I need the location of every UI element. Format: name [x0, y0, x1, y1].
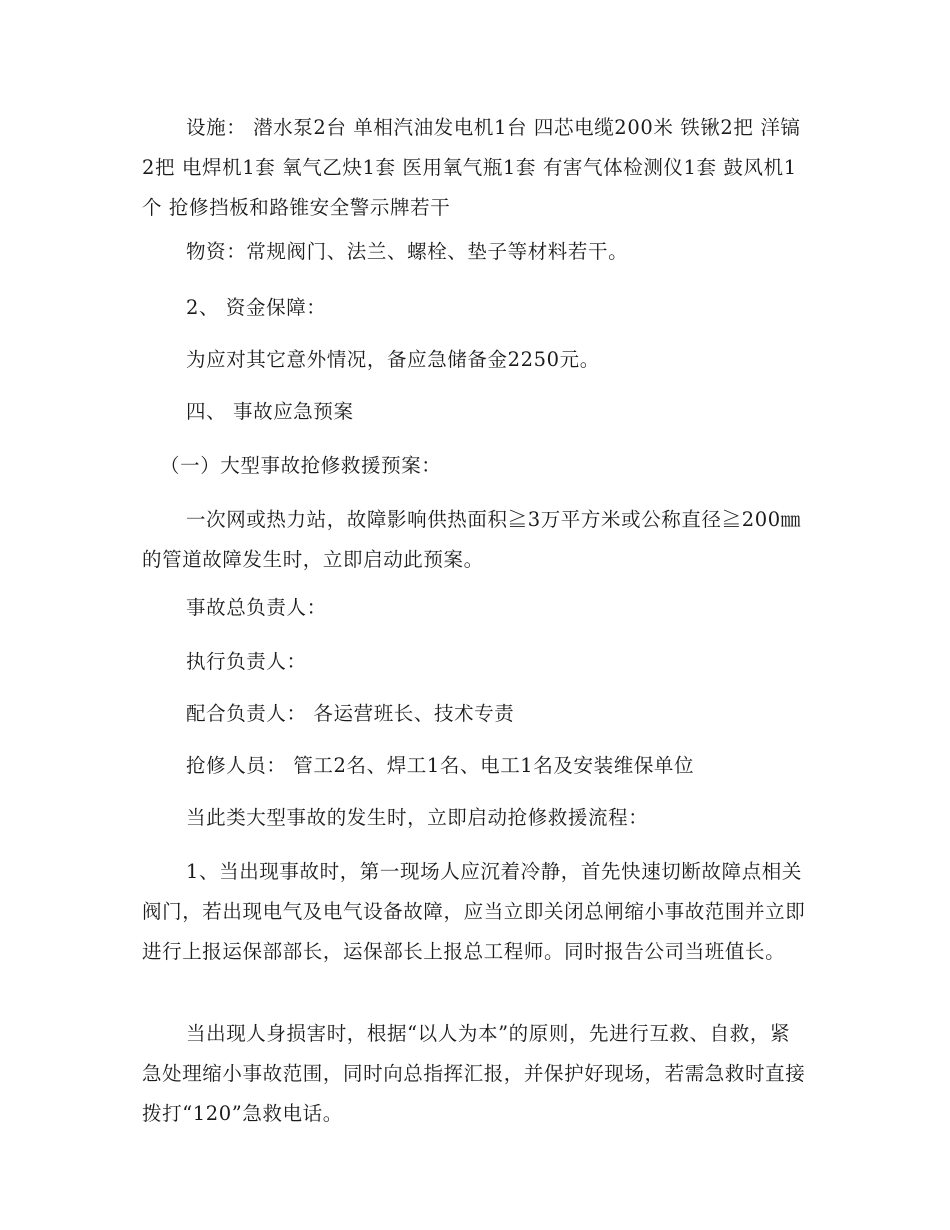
paragraph-trigger-conditions: 一次网或热力站，故障影响供热面积≧3万平方米或公称直径≧200㎜的管道故障发生时，立即启动此预案。 — [142, 508, 801, 571]
paragraph-executive-responsible: 执行负责人： — [186, 650, 307, 673]
subsection-heading-major-accident: （一）大型事故抢修救援预案： — [160, 454, 442, 477]
paragraph-personal-injury: 当出现人身损害时，根据“以人为本”的原则，先进行互救、自救，紧急处理缩小事故范围，同时向总指挥汇报，并保护好现场，若需急救时直接拨打“120”急救电话。 — [142, 1022, 806, 1125]
paragraph-step-1: 1、当出现事故时，第一现场人应沉着冷静，首先快速切断故障点相关阀门，若出现电气及电气设备故障，应当立即关闭总闸缩小事故范围并立即进行上报运保部部长，运保部长上报总工程师。同时报告公司当班值长。 — [142, 860, 806, 963]
section-heading-emergency-plan: 四、 事故应急预案 — [186, 400, 354, 423]
paragraph-reserve-fund: 为应对其它意外情况，备应急储备金2250元。 — [186, 348, 600, 371]
paragraph-rescue-process: 当此类大型事故的发生时，立即启动抢修救援流程： — [186, 806, 649, 829]
paragraph-repair-personnel: 抢修人员： 管工2名、焊工1名、电工1名及安装维保单位 — [186, 754, 695, 777]
paragraph-funding-heading: 2、 资金保障： — [186, 296, 327, 319]
paragraph-materials: 物资：常规阀门、法兰、螺栓、垫子等材料若干。 — [186, 240, 629, 263]
paragraph-chief-responsible: 事故总负责人： — [186, 596, 327, 619]
paragraph-facilities: 设施： 潜水泵2台 单相汽油发电机1台 四芯电缆200米 铁锹2把 洋镐2把 电焊机1套 氧气乙炔1套 医用氧气瓶1套 有害气体检测仪1套 鼓风机1个 抢修挡板和路锥安全警示牌若干 — [142, 116, 801, 219]
paragraph-cooperating-responsible: 配合负责人： 各运营班长、技术专责 — [186, 702, 515, 725]
